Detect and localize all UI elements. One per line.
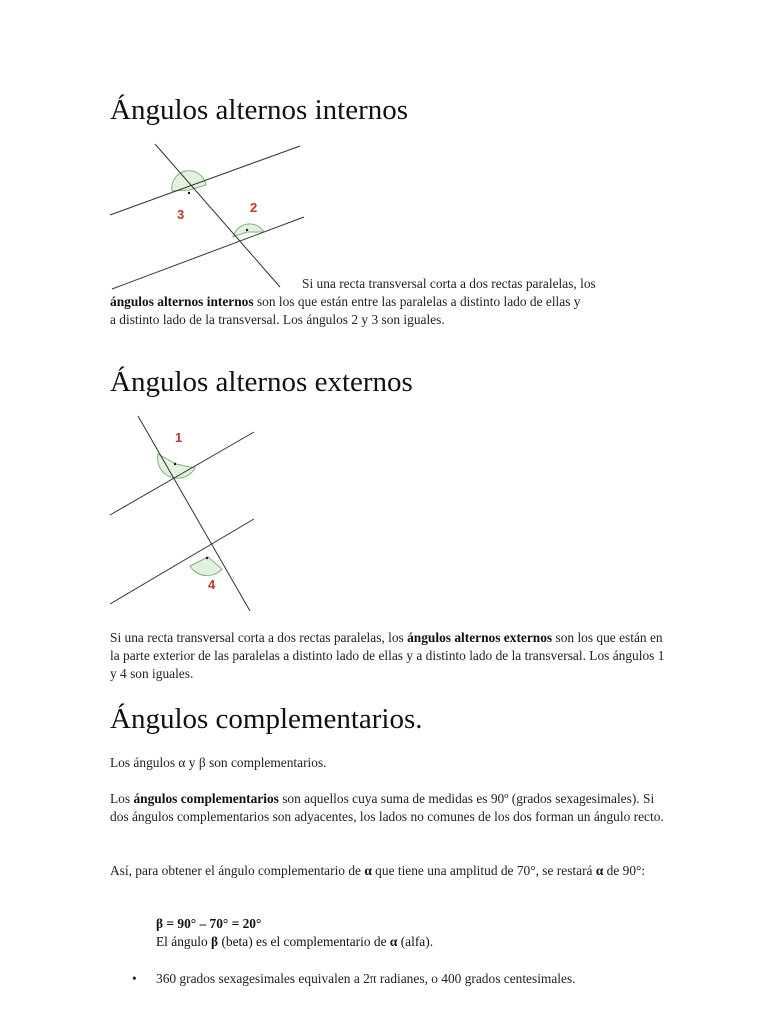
bullet-list xyxy=(110,970,576,988)
beta-post: (alfa). xyxy=(397,934,434,949)
angle-label-2: 2 xyxy=(250,200,258,215)
angle-label-4: 4 xyxy=(208,577,216,592)
paragraph-internos xyxy=(110,293,670,329)
definition-pre: Los xyxy=(110,791,134,806)
paragraph-internos-rest2: a distinto lado de la transversal. Los ángulos 2 y 3 son iguales. xyxy=(110,312,445,327)
parallel-line-lower xyxy=(112,217,304,289)
heading-complementarios: Ángulos complementarios. xyxy=(110,703,423,735)
example-post: de 90°: xyxy=(603,863,646,878)
alpha-symbol: α xyxy=(364,863,372,878)
bold-term-complementarios: ángulos complementarios xyxy=(133,791,279,806)
transversal-line xyxy=(138,416,250,611)
alpha-symbol: α xyxy=(595,863,604,878)
paragraph-internos-line1: Si una recta transversal corta a dos rectas paralelas, los xyxy=(302,276,596,291)
example-pre: Así, para obtener el ángulo complementario de xyxy=(110,863,365,878)
angle-dot-4 xyxy=(206,557,208,559)
heading-alternos-externos: Ángulos alternos externos xyxy=(110,366,413,398)
angle-dot-2 xyxy=(246,229,248,231)
bold-term-externos: ángulos alternos externos xyxy=(407,630,553,645)
paragraph-internos-rest1: son los que están entre las paralelas a distinto lado de ellas y xyxy=(253,294,581,309)
angle-arc-3 xyxy=(172,171,206,191)
heading-alternos-internos: Ángulos alternos internos xyxy=(110,94,409,126)
parallel-line-lower xyxy=(110,519,254,604)
figure-alternos-internos xyxy=(108,140,308,292)
beta-explanation xyxy=(156,933,433,951)
example-mid: que tiene una amplitud de 70°, se restará xyxy=(371,863,596,878)
list-item xyxy=(110,970,576,988)
paragraph-complementarios-definition xyxy=(110,790,670,826)
angle-label-3: 3 xyxy=(177,207,185,222)
paragraph-complementarios-intro: Los ángulos α y β son complementarios. xyxy=(110,755,327,770)
beta-mid: (beta) es el complementario de xyxy=(218,934,390,949)
alpha-symbol: α xyxy=(389,934,398,949)
paragraph-externos-pre: Si una recta transversal corta a dos rectas paralelas, los xyxy=(110,630,408,645)
angle-dot-3 xyxy=(188,192,190,194)
bullet-dot: • xyxy=(132,971,137,986)
paragraph-externos-post: son los que están en la parte exterior de las paralelas a distinto lado de ellas y a distinto lado de la transversal. Los ángulos 1 y 4 son iguales. xyxy=(110,630,665,681)
formula: β = 90° – 70° = 20° xyxy=(156,916,262,931)
paragraph-externos xyxy=(110,629,670,683)
definition-post: son aquellos cuya suma de medidas es 90º (grados sexagesimales). Si dos ángulos complementarios son adyacentes, los lados no comunes de los dos forman un ángulo recto. xyxy=(110,791,664,824)
angle-arc-2 xyxy=(233,224,264,237)
angle-arc-4 xyxy=(190,557,222,576)
bold-term-internos: ángulos alternos internos xyxy=(110,294,254,309)
beta-pre: El ángulo xyxy=(156,934,212,949)
angle-arc-1 xyxy=(158,454,195,478)
angle-dot-1 xyxy=(174,463,176,465)
paragraph-complementarios-example xyxy=(110,862,670,880)
figure-alternos-externos xyxy=(108,414,258,614)
parallel-line-upper xyxy=(110,146,300,215)
angle-label-1: 1 xyxy=(175,430,183,445)
beta-symbol: β xyxy=(211,934,219,949)
list-item-text: 360 grados sexagesimales equivalen a 2π radianes, o 400 grados centesimales. xyxy=(156,971,576,986)
